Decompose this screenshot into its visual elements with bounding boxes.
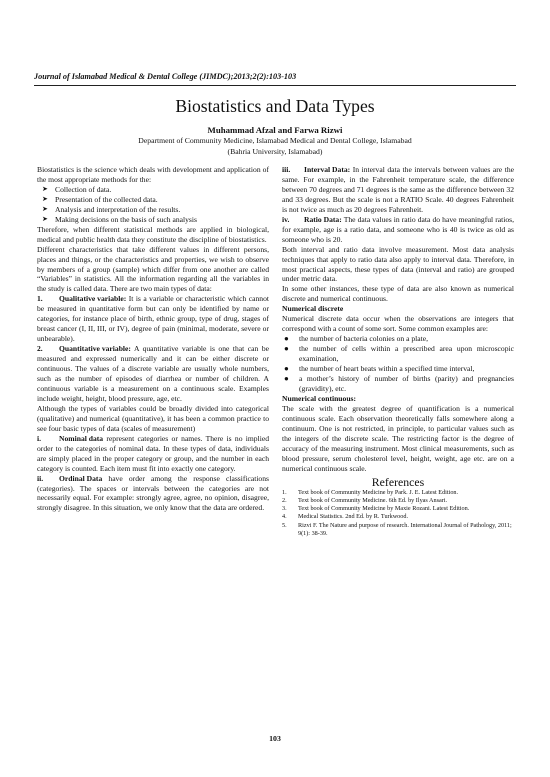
section-heading-numerical-discrete: Numerical discrete (282, 304, 344, 314)
left-column (37, 165, 269, 513)
list-item: ➤ Making decisions on the basis of such analysis (42, 214, 197, 224)
author-affiliation: Department of Community Medicine, Islamabad Medical and Dental College, Islamabad (138, 136, 412, 145)
bullet-dot-icon: ● (284, 374, 289, 384)
list-item: ● a mother’s history of number of births (parity) and pregnancies (gravidity), etc. (284, 374, 514, 393)
methods-list (37, 185, 269, 225)
article-authors: Muhammad Afzal and Farwa Rizwi (207, 125, 343, 135)
paragraph: Although the types of variables could be broadly divided into categorical (qualitative) and numerical (quantitative), it has been a common practice to see four basic types of data (scales of measurement) (37, 403, 269, 433)
paragraph: Different characteristics that take different values in different persons, places and things, or the characteristics and properties, we wish to observe by members of a group (sample) which differ from one another are called “Variables” in statistics. All the information regarding all the variables in the study is called data. There are two main types of data: (37, 244, 269, 294)
references-heading: References (371, 474, 425, 489)
arrow-bullet-icon: ➤ (42, 214, 48, 223)
paragraph: The scale with the greatest degree of quantification is a numerical continuous scale. Each observation theoretically falls somewhere along a continuum. One is not restricted, in principle, to particular values such as the integers of the discrete scale. The restricting factor is the degree of accuracy of the measuring instrument. Most clinical measurements, such as blood pressure, serum cholesterol level, height, weight, age etc. are on a numerical continuous scale. (282, 403, 514, 473)
arrow-bullet-icon: ➤ (42, 204, 48, 213)
bullet-dot-icon: ● (284, 344, 289, 354)
paragraph: Numerical discrete data occur when the observations are integers that correspond with a count of some sort. Some common examples are: (282, 314, 514, 334)
reference-item: 4. Medical Statistics. 2nd Ed. by R. Turkwood. (282, 513, 409, 521)
page-number: 103 (269, 734, 281, 743)
author-affiliation-university: (Bahria University, Islamabad) (227, 147, 323, 156)
reference-item: 3. Text book of Community Medicine by Maxie Rozani. Latest Edition. (282, 505, 470, 513)
intro-paragraph: Biostatistics is the science which deals with development and application of the most appropriate methods for the: (37, 165, 269, 184)
journal-citation: Journal of Islamabad Medical & Dental College (JIMDC);2013;2(2):103-103 (34, 72, 297, 81)
list-item: ➤ Analysis and interpretation of the results. (42, 204, 181, 214)
arrow-bullet-icon: ➤ (42, 194, 48, 203)
section-heading-numerical-continuous: Numerical continuous: (282, 393, 357, 403)
header-rule (34, 85, 516, 86)
right-column (282, 165, 514, 538)
reference-item: 2. Text book of Community Medicine. 6th Ed. by Ilyas Ansari. (282, 496, 448, 504)
references-list (282, 489, 514, 539)
ordinal-data-paragraph: ii. Ordinal Data have order among the response classifications (categories). The spaces or intervals between the categories are not necessarily equal. For example: strongly agree, agree, no opinion, disagree, strongly disagree. In this situation, we only know that the data are ordered. (37, 473, 269, 513)
reference-item: 5. Rizvi F. The Nature and purpose of research. International Journal of Pathology, 2011; 9(1): 38-39. (282, 521, 512, 538)
article-title: Biostatistics and Data Types (175, 96, 375, 116)
nominal-data-paragraph: i. Nominal data represent categories or names. There is no implied order to the categories of nominal data. In these types of data, individuals are simply placed in the proper category or group, and the number in each category is counted. Each item must fit into exactly one category. (37, 433, 269, 473)
bullet-dot-icon: ● (284, 334, 289, 344)
paragraph: Both interval and ratio data involve measurement. Most data analysis techniques that apply to ratio data also apply to interval data. Therefore, in most practical aspects, these types of data (interval and ratio) are grouped under metric data. (282, 244, 514, 284)
list-item: ● the number of heart beats within a specified time interval, (284, 364, 475, 374)
ratio-data-paragraph: iv. Ratio Data: The data values in ratio data do have meaningful ratios, for example, age is a ratio data, and someone who is 40 is twice as old as someone who is 20. (282, 214, 514, 244)
paragraph: In some other instances, these type of data are also known as numerical discrete and numerical continuous. (282, 284, 514, 304)
arrow-bullet-icon: ➤ (42, 184, 48, 193)
list-item: ➤ Collection of data. (42, 184, 112, 194)
list-item: ● the number of bacteria colonies on a plate, (284, 334, 429, 344)
interval-data-paragraph: iii. Interval Data: In interval data the intervals between values are the same. For example, in the Fahrenheit temperature scale, the difference between 70 degrees and 71 degrees is the same as the difference between 32 and 33 degrees. But the scale is not a RATIO Scale. 40 degrees Fahrenheit is not twice as much as 20 degrees Fahrenheit. (282, 165, 514, 214)
quantitative-variable-paragraph: 2. Quantitative variable: A quantitative variable is one that can be measured and expressed numerically and it can be either discrete or continuous. The values of a discrete variable are usually whole numbers, such as the number of episodes of diarrhea or number of children. A continuous variable is a measurement on a continuous scale. Examples include weight, height, blood pressure, age, etc. (37, 344, 269, 403)
qualitative-variable-paragraph: 1. Qualitative variable: It is a variable or characteristic which cannot be measured in quantitative form but can only be identified by name or categories, for instance place of birth, ethnic group, type of drug, stages of breast cancer (I, II, III, or IV), degree of pain (minimal, moderate, severe or unbearable). (37, 294, 269, 344)
list-item: ● the number of cells within a prescribed area upon microscopic examination, (284, 344, 514, 364)
paragraph: Therefore, when different statistical methods are applied in biological, medical and public health data they constitute the discipline of biostatistics. (37, 224, 269, 244)
list-item: ➤ Presentation of the collected data. (42, 194, 158, 204)
bullet-dot-icon: ● (284, 364, 289, 374)
reference-item: 1. Text book of Community Medicine by Park. J. E. Latest Edition. (282, 488, 459, 496)
discrete-examples-list (282, 334, 514, 394)
